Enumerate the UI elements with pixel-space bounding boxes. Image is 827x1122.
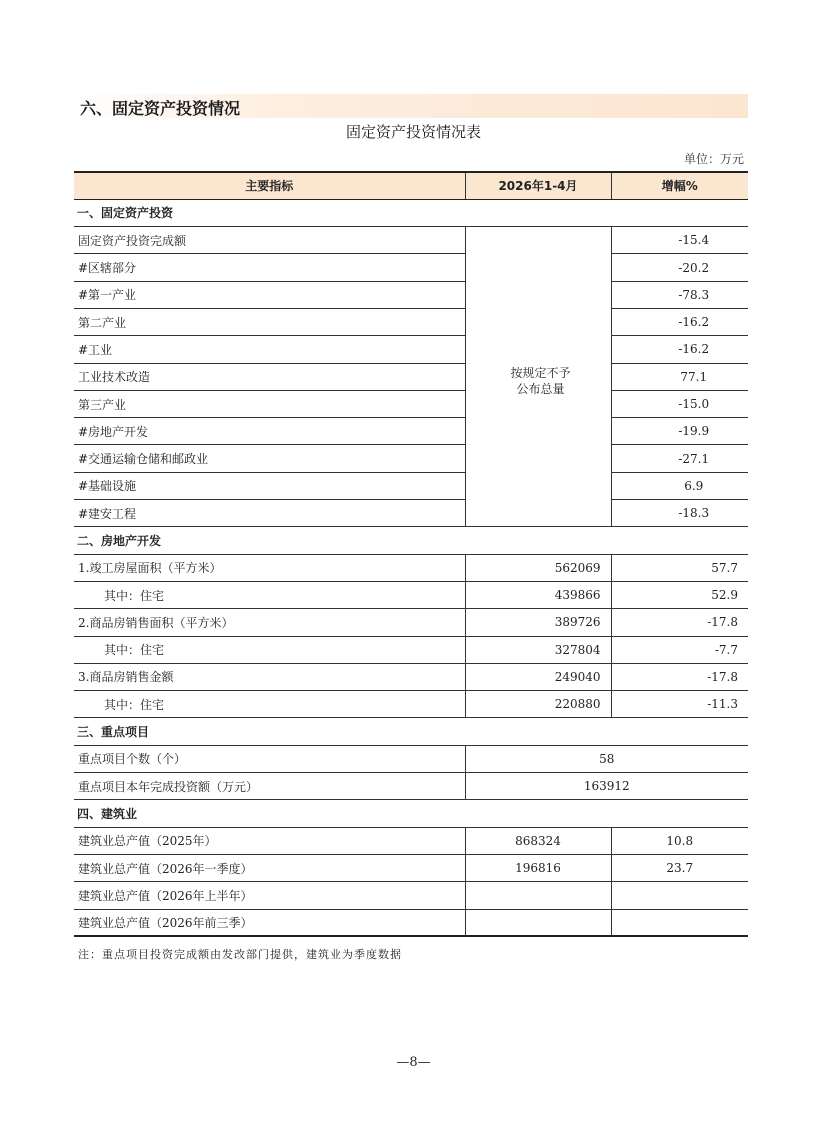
row-label: 建筑业总产值（2025年） [74,827,465,854]
section-label: 四、建筑业 [74,800,748,827]
row-label: 建筑业总产值（2026年前三季） [74,909,465,936]
row-label: #交通运输仓储和邮政业 [74,445,465,472]
table-title: 固定资产投资情况表 [345,123,481,141]
row-growth: 52.9 [611,581,748,608]
table-row [74,254,748,281]
row-label: #区辖部分 [74,254,465,281]
table-row [74,691,748,718]
section-heading [74,94,748,118]
table-row [74,418,748,445]
row-value: 220880 [465,691,611,718]
row-label: 其中：住宅 [74,636,465,663]
row-label: 1.竣工房屋面积（平方米） [74,554,465,581]
row-growth: -11.3 [611,691,748,718]
row-growth: -17.8 [611,663,748,690]
row-value: 439866 [465,581,611,608]
table-row [74,472,748,499]
row-label: 工业技术改造 [74,363,465,390]
row-value [465,909,611,936]
fixed-asset-table [74,171,748,937]
section-label: 一、固定资产投资 [74,199,748,226]
row-growth: -7.7 [611,636,748,663]
row-label: #工业 [74,336,465,363]
row-growth: -16.2 [611,308,748,335]
row-growth: 6.9 [611,472,748,499]
row-growth: 57.7 [611,554,748,581]
row-label: 重点项目个数（个） [74,745,465,772]
table-row [74,882,748,909]
row-label: 建筑业总产值（2026年上半年） [74,882,465,909]
row-value: 163912 [465,773,748,800]
table-row [74,390,748,417]
row-label: #建安工程 [74,500,465,527]
page-number: —8— [396,1055,431,1070]
section-label: 三、重点项目 [74,718,748,745]
table-row [74,281,748,308]
header-growth: 增幅% [611,172,748,199]
row-value [465,882,611,909]
row-growth: -19.9 [611,418,748,445]
table-row [74,827,748,854]
table-header-row [74,172,748,199]
row-label: 3.商品房销售金额 [74,663,465,690]
table-row [74,445,748,472]
row-label: #房地产开发 [74,418,465,445]
row-growth: 23.7 [611,854,748,881]
table-row [74,636,748,663]
row-label: 第二产业 [74,308,465,335]
row-value: 327804 [465,636,611,663]
row-label: 其中：住宅 [74,691,465,718]
row-growth: -15.4 [611,227,748,254]
table-row [74,581,748,608]
row-label: #第一产业 [74,281,465,308]
table-row [74,308,748,335]
row-label: 建筑业总产值（2026年一季度） [74,854,465,881]
section-title: 六、固定资产投资情况 [80,99,241,118]
table-row [74,609,748,636]
row-growth [611,909,748,936]
table-row [74,745,748,772]
row-value: 389726 [465,609,611,636]
row-growth: 10.8 [611,827,748,854]
section-row [74,800,748,827]
row-growth: -17.8 [611,609,748,636]
row-label: 2.商品房销售面积（平方米） [74,609,465,636]
table-row [74,500,748,527]
section-row [74,718,748,745]
section-row [74,527,748,554]
table-row [74,554,748,581]
table-row [74,336,748,363]
row-growth: -27.1 [611,445,748,472]
table-row [74,854,748,881]
table-row [74,227,748,254]
undisclosed-note: 按规定不予公布总量 [465,227,611,527]
table-row [74,909,748,936]
row-value: 562069 [465,554,611,581]
row-growth: -78.3 [611,281,748,308]
row-growth: -20.2 [611,254,748,281]
header-period: 2026年1-4月 [465,172,611,199]
section-label: 二、房地产开发 [74,527,748,554]
row-growth: -18.3 [611,500,748,527]
row-value: 868324 [465,827,611,854]
row-label: 其中：住宅 [74,581,465,608]
row-value: 196816 [465,854,611,881]
table-row [74,663,748,690]
section-row [74,199,748,226]
row-growth: -16.2 [611,336,748,363]
unit-label: 单位：万元 [683,152,744,166]
row-growth: 77.1 [611,363,748,390]
row-label: #基础设施 [74,472,465,499]
row-value: 249040 [465,663,611,690]
row-label: 重点项目本年完成投资额（万元） [74,773,465,800]
row-growth: -15.0 [611,390,748,417]
row-label: 固定资产投资完成额 [74,227,465,254]
footnote: 注：重点项目投资完成额由发改部门提供，建筑业为季度数据 [78,948,402,961]
row-growth [611,882,748,909]
row-label: 第三产业 [74,390,465,417]
table-row [74,363,748,390]
header-indicator: 主要指标 [74,172,465,199]
table-row [74,773,748,800]
row-value: 58 [465,745,748,772]
